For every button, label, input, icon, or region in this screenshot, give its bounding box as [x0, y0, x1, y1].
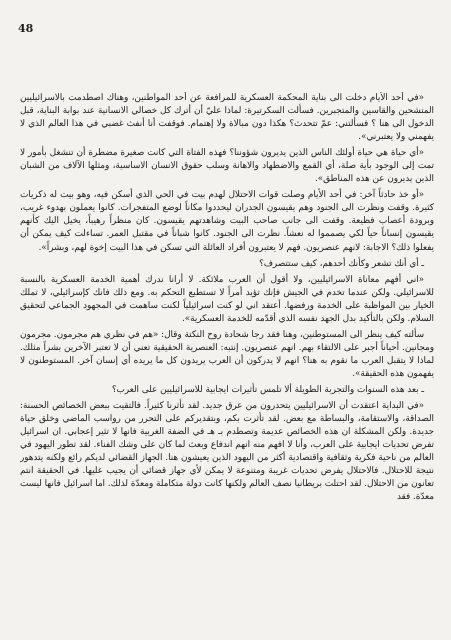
paragraph: «في أحد الأيام دخلت الى بناية المحكمة العسكرية للمرافعة عن أحد المواطنين، وهناك اصطدمت بالاسرائيليين المتشحين والقاسين والمتجبرين. فسألت السكرتيرة: لماذا عليّ أن أترك كل خصالي الانسانية عند بوابة البناية، قبل الدخول الى هنا ؟ فسألتني: عمّ تتحدث؟ هكذا دون مبالاة ولا إهتمام. فوقفت أنا أنفث غضبي في هذا العالم الذي لا يفهمني ولا يعتبرني».: [20, 93, 434, 143]
paragraph: «في البداية اعتقدت أن الاسرائيليين يتحدرون من عرق جديد. لقد تأثرنا كثيراً. فالتقيت ببعض الخصائص الحسنة: الصداقة، والاستقامة، والبساطة مع بعض. لقد تأثرت بكم، وبتقديركم على التحرر من رواسب الماضي وخلق حياة جديدة. ولكن المشكلة ان هذه الخصائص عديمة وتصطدم بـ هـ في الضفة الغربية فانها لا تثير إعجابي. ان اسرائيل تفرض تحديات ايجابية على العرب، وأنا لا افهم منه انهم اندفاع وبعث لما كان على وشك الفناء. لقد تطور اليهود في العالم من ناحية فكرية وثقافية واقتصادية أكثر من اليهود الذين يعيشون هنا. الجهاز القضائي لديكم رائع ولكنه يتدهور نتيجة للاحتلال. فالاحتلال يفرض تحديات غريبة ومتنوعة لا يمكن لأي جهاز قضائي أن يجيب عليها. في الحقيقة انتم تعانون من الاحتلال. لقد احتلت بريطانيا نصف العالم ولكنها كانت دولة متكاملة ومعدّة لذلك. اما اسرائيل فانها ليست معدّة. فقد: [20, 401, 434, 503]
paragraph: سألته كيف ينظر الى المستوطنين، وهنا فقد رجا شحادة روح النكتة وقال: «هم في نظري هم مجرمون. مجرمون ومجانين. أحياناً أجبر على الالتقاء بهم. انهم عنصريون. إنتبه: العنصرية الحقيقية تعني أن لا تعتبر الآخرين بشراً مثلك. لماذا لا يتقبل العرب ما نقوم به هنا؟ انهم لا يدركون أن العرب يريدون كل ما يريده أي إنسان آخر. المستوطنون لا يفهمون هذه الحقيقة».: [20, 329, 434, 379]
paragraph: «اني أفهم معاناة الاسرائيليين، ولا أقول أن العرب ملائكة. لا أرانا ندرك أهمية الخدمة العسكرية بالنسبة للاسرائيلي. ولكن عندما تخدم في الجيش فإنك تؤيد أمراً لا تستطيع التحكم به. ومع ذلك فانك كإسرائيلي، لا تملك الخيار بين المواظبة على الخدمة ورفضها. أعتقد اني لو كنت اسرائيلياً لكنت ساهمت في المجهود الجماعي لتحقيق السلام. ولكن بالتأكيد بدل الجهد نفسه الذي أقدّمه للخدمة العسكرية».: [20, 274, 434, 324]
paragraph: ـ بعد هذه السنوات والتجربة الطويلة ألا تلمس تأثيرات ايجابية للاسرائيليين على العرب؟: [111, 384, 424, 395]
body-text: [20, 92, 434, 632]
paragraph: ـ أي أنك تشعر وكأنك أحدهم، كيف ستتصرف؟: [259, 258, 424, 269]
page-number: 48: [18, 22, 34, 35]
paragraph: «أي حياة هي حياة أولئك الناس الذين يديرون شؤوننا؟ فهذه الفتاة التي كانت صغيرة مضطرة أن تنشغل بأمور لا تمت إلى الوجود بأية صلة، أي القمع والاضطهاد والاهانة وسلب حقوق الانسان الاساسية، ومثلها الآلاف من الشبان الذين يديرون عن هذه المناطق».: [20, 148, 434, 185]
paragraph: «أو خذ حادثاً آخر: في أحد الأيام وصلت قوات الاحتلال لهدم بيت في الحي الذي أسكن فيه، وهو بيت له ذكريات كثيرة. وقفت ونظرت الى الجنود وهم يقيسون الجدران ليحددوا مكاناً لوضع المتفجرات. كانوا يعملون بهدوء غريب، وبرودة أعصاب فظيعة. وقفت الى جانب صاحب البيت وشاهدتهم يقيسون. كان منظراً رهيباً، يخيل اليك كأنهم يقيسون إنساناً حياً لكي يصمموا له نعشاً. نظرت الى الجنود. كانوا شباناً في مقتبل العمر. تساءلت كيف يمكن أن يفعلوا ذلك؟ الاجابة: لانهم عنصريون. فهم لا يعتبرون أفراد العائلة التي تسكن في هذا البيت إخوة لهم، وبشراً».: [20, 190, 434, 253]
